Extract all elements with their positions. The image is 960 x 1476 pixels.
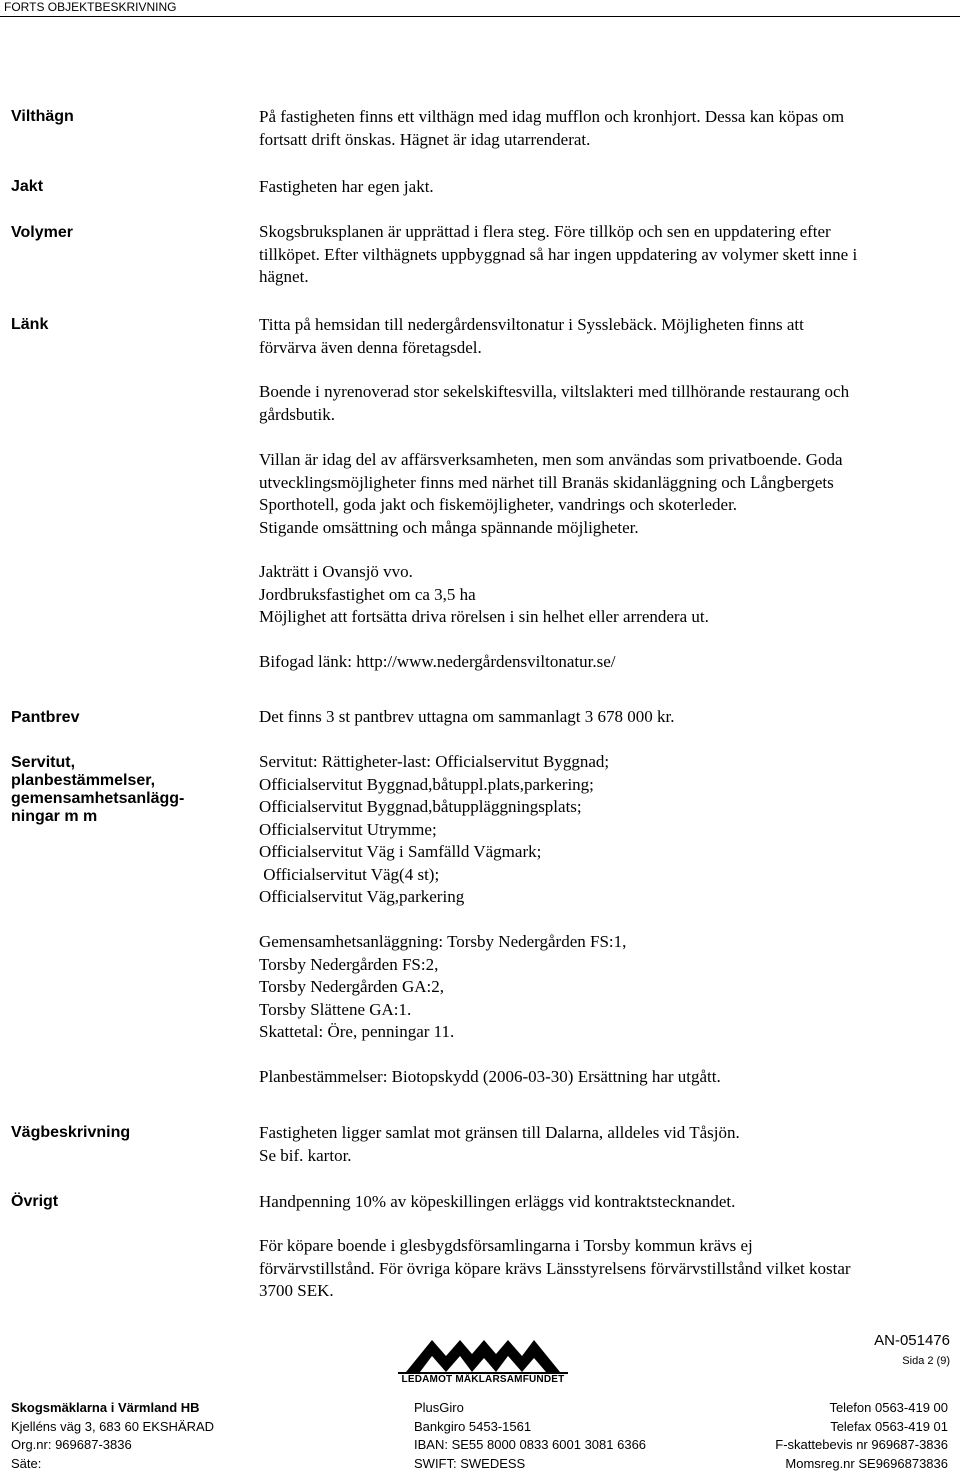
text-lank-5 [259, 651, 949, 674]
footer-contact [775, 1399, 948, 1473]
text-line: Skogsbruksplanen är upprättad i flera steg. Före tillköp och sen en uppdatering efter [259, 222, 831, 241]
text-line: Torsby Nedergården GA:2, [259, 977, 444, 996]
text-line: Gemensamhetsanläggning: Torsby Nedergården FS:1, [259, 932, 627, 951]
text-line: förvärvstillstånd. För övriga köpare krävs Länsstyrelsens förvärvstillstånd vilket kostar [259, 1258, 851, 1278]
text-line: fortsatt drift önskas. Hägnet är idag utarrenderat. [259, 129, 591, 149]
text-vilthagn [259, 106, 949, 151]
text-ovrigt-1 [259, 1191, 949, 1214]
text-line: hägnet. [259, 267, 309, 286]
phone: Telefon 0563-419 00 [829, 1400, 948, 1415]
fax: Telefax 0563-419 01 [830, 1418, 948, 1434]
text-vagbeskrivning [259, 1122, 949, 1167]
document-header [0, 0, 960, 17]
bankgiro: Bankgiro 5453-1561 [414, 1418, 532, 1434]
text-jakt [259, 176, 949, 199]
company-name: Skogsmäklarna i Värmland HB [11, 1400, 200, 1415]
text-line: tillköpet. Efter vilthägnets uppbyggnad så har ingen uppdatering av volymer skett inne i [259, 244, 858, 264]
label-jakt: Jakt [11, 178, 44, 195]
text-line: För köpare boende i glesbygdsförsamlingarna i Torsby kommun krävs ej [259, 1236, 753, 1255]
label-vilthagn: Vilthägn [11, 108, 74, 125]
text-line: Se bif. kartor. [259, 1145, 352, 1165]
text-volymer [259, 221, 949, 289]
label-line: Servitut, [11, 754, 76, 771]
text-line: Det finns 3 st pantbrev uttagna om sammanlagt 3 678 000 kr. [259, 707, 675, 726]
text-line: Jakträtt i Ovansjö vvo. [259, 562, 413, 581]
text-line: Fastigheten har egen jakt. [259, 177, 434, 196]
text-line: gårdsbutik. [259, 404, 336, 424]
text-ovrigt-2 [259, 1235, 949, 1303]
logo-text: LEDAMOT MÄKLARSAMFUNDET [401, 1374, 565, 1385]
text-line: Fastigheten ligger samlat mot gränsen till Dalarna, alldeles vid Tåsjön. [259, 1123, 740, 1142]
vat-number: Momsreg.nr SE9696873836 [785, 1455, 948, 1471]
label-servitut [11, 754, 184, 826]
text-line: Officialservitut Utrymme; [259, 819, 437, 839]
footer-bank [414, 1399, 646, 1473]
text-line: Stigande omsättning och många spännande möjligheter. [259, 517, 639, 537]
text-line: utvecklingsmöjligheter finns med närhet till Branäs skidanläggning och Långbergets [259, 472, 834, 492]
text-pantbrev [259, 706, 949, 729]
text-servitut-2 [259, 931, 949, 1044]
text-line: Torsby Nedergården FS:2, [259, 954, 439, 974]
link-text[interactable]: Bifogad länk: http://www.nedergårdensviltonatur.se/ [259, 652, 616, 671]
label-line: ningar m m [11, 808, 98, 825]
tax-certificate: F-skattebevis nr 969687-3836 [775, 1437, 948, 1452]
text-lank-4 [259, 561, 949, 629]
text-line: Skattetal: Öre, penningar 11. [259, 1022, 455, 1041]
footer-company [11, 1399, 214, 1473]
text-line: Titta på hemsidan till nedergårdensviltonatur i Sysslebäck. Möjligheten finns att [259, 315, 804, 334]
text-line: På fastigheten finns ett vilthägn med idag mufflon och kronhjort. Dessa kan köpas om [259, 107, 845, 126]
label-lank: Länk [11, 316, 49, 333]
text-line: Servitut: Rättigheter-last: Officialservitut Byggnad; [259, 752, 610, 771]
text-line: Officialservitut Byggnad,båtuppl.plats,parkering; [259, 774, 594, 794]
label-volymer: Volymer [11, 224, 73, 241]
text-line: Möjlighet att fortsätta driva rörelsen i sin helhet eller arrendera ut. [259, 607, 709, 626]
text-line: Boende i nyrenoverad stor sekelskiftesvilla, viltslakteri med tillhörande restaurang och [259, 382, 850, 401]
label-line: gemensamhetsanlägg- [11, 790, 185, 807]
text-line: Sporthotell, goda jakt och fiskemöjligheter, vandrings och skoterleder. [259, 495, 738, 514]
label-line: planbestämmelser, [11, 772, 156, 789]
text-line: Handpenning 10% av köpeskillingen erläggs vid kontraktstecknandet. [259, 1192, 736, 1211]
company-address: Kjelléns väg 3, 683 60 EKSHÄRAD [11, 1418, 215, 1434]
label-pantbrev: Pantbrev [11, 709, 80, 726]
text-line: Villan är idag del av affärsverksamheten, men som användas som privatboende. Goda [259, 450, 843, 469]
text-lank-2 [259, 381, 949, 426]
swift: SWIFT: SWEDESS [414, 1455, 526, 1471]
label-ovrigt: Övrigt [11, 1193, 59, 1210]
text-line: Jordbruksfastighet om ca 3,5 ha [259, 584, 476, 604]
company-seat: Säte: [11, 1455, 42, 1471]
text-lank-3 [259, 449, 949, 539]
text-line: Officialservitut Väg(4 st); [259, 864, 440, 884]
text-line: förvärva även denna företagsdel. [259, 337, 482, 357]
text-line: Officialservitut Väg,parkering [259, 887, 465, 906]
text-lank-1 [259, 314, 949, 359]
plusgiro: PlusGiro [414, 1400, 464, 1415]
text-line: Officialservitut Väg i Samfälld Vägmark; [259, 842, 542, 861]
company-orgnr: Org.nr: 969687-3836 [11, 1437, 132, 1452]
iban: IBAN: SE55 8000 0833 6001 3081 6366 [414, 1437, 647, 1452]
text-line: Officialservitut Byggnad,båtuppläggningsplats; [259, 797, 582, 816]
text-line: 3700 SEK. [259, 1281, 334, 1300]
text-line: Planbestämmelser: Biotopskydd (2006-03-30) Ersättning har utgått. [259, 1067, 721, 1086]
page-number: Sida 2 (9) [902, 1355, 950, 1367]
text-servitut-1 [259, 751, 949, 909]
reference-number: AN-051476 [874, 1332, 950, 1349]
label-vagbeskrivning: Vägbeskrivning [11, 1124, 131, 1141]
text-servitut-3 [259, 1066, 949, 1089]
text-line: Torsby Slättene GA:1. [259, 999, 412, 1019]
header-title: FORTS OBJEKTBESKRIVNING [4, 0, 177, 14]
